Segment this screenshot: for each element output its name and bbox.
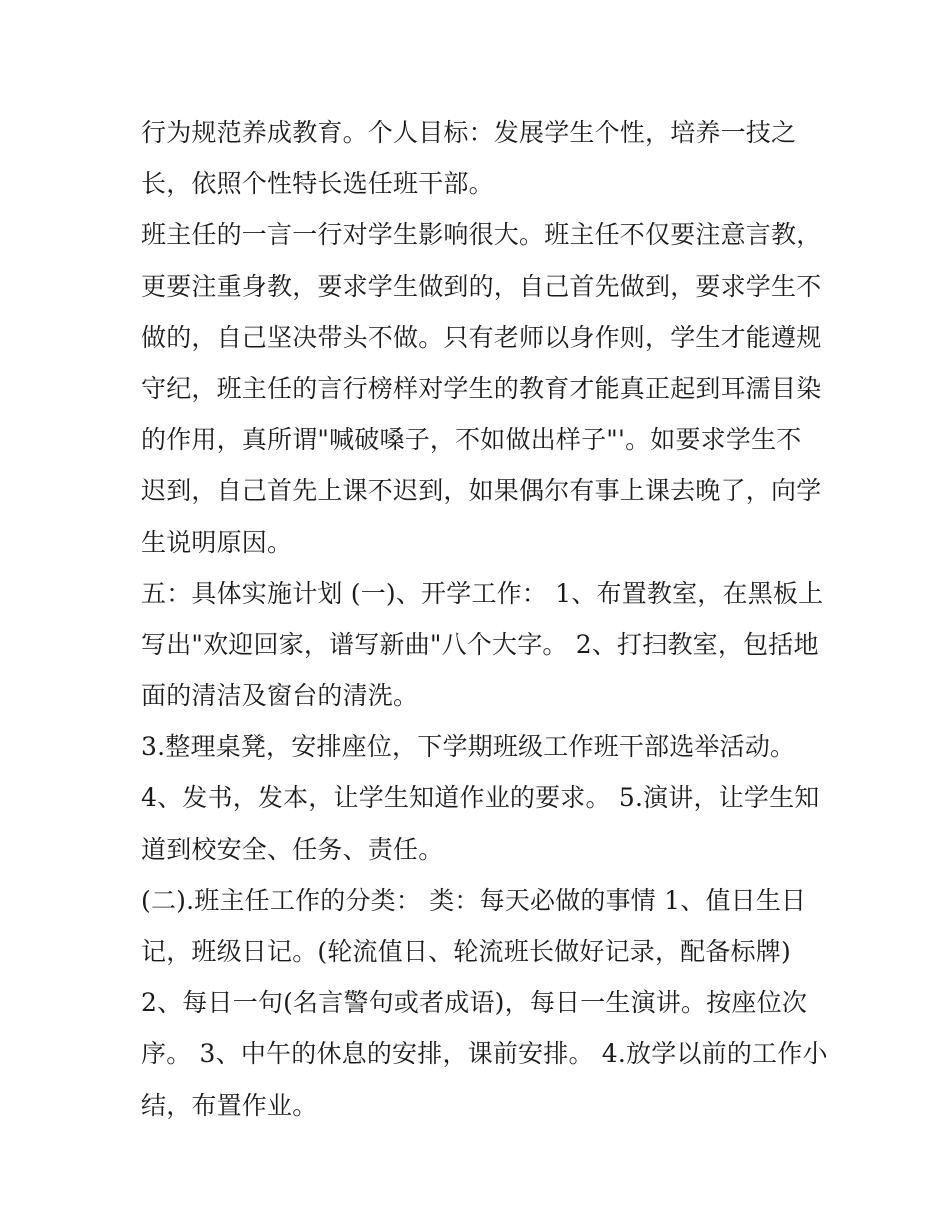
text-line: 序。 3、中午的休息的安排，课前安排。 4.放学以前的工作小 (141, 1039, 828, 1069)
text-line: 五：具体实施计划 (一)、开学工作： 1、布置教室，在黑板上 (141, 578, 824, 608)
text-line: (二).班主任工作的分类： 类：每天必做的事情 1、值日生日 (141, 885, 807, 915)
text-line: 守纪，班主任的言行榜样对学生的教育才能真正起到耳濡目染 (141, 373, 822, 403)
text-line: 生说明原因。 (141, 527, 293, 557)
text-line: 做的，自己坚决带头不做。只有老师以身作则，学生才能遵规 (141, 322, 822, 352)
text-line: 4、发书，发本，让学生知道作业的要求。 5.演讲，让学生知 (141, 783, 820, 813)
text-line: 长，依照个性特长选任班干部。 (141, 169, 494, 199)
text-line: 结，布置作业。 (141, 1090, 318, 1120)
text-line: 3.整理桌凳，安排座位，下学期班级工作班干部选举活动。 (141, 732, 796, 762)
text-line: 迟到，自己首先上课不迟到，如果偶尔有事上课去晚了，向学 (141, 476, 822, 506)
text-line: 2、每日一句(名言警句或者成语)，每日一生演讲。按座位次 (141, 988, 808, 1018)
text-line: 班主任的一言一行对学生影响很大。班主任不仅要注意言教， (141, 220, 822, 250)
text-line: 更要注重身教，要求学生做到的，自己首先做到，要求学生不 (141, 271, 822, 301)
text-line: 记，班级日记。(轮流值日、轮流班长做好记录，配备标牌) (141, 937, 791, 966)
text-line: 行为规范养成教育。个人目标：发展学生个性，培养一技之 (141, 118, 797, 147)
text-line: 写出"欢迎回家，谱写新曲"八个大字。 2、打扫教室，包括地 (141, 629, 819, 659)
text-line: 面的清洁及窗台的清洗。 (141, 681, 419, 711)
text-line: 的作用，真所谓"喊破嗓子，不如做出样子"'。如要求学生不 (141, 425, 802, 455)
text-line: 道到校安全、任务、责任。 (141, 834, 444, 864)
document-body (141, 107, 828, 1131)
